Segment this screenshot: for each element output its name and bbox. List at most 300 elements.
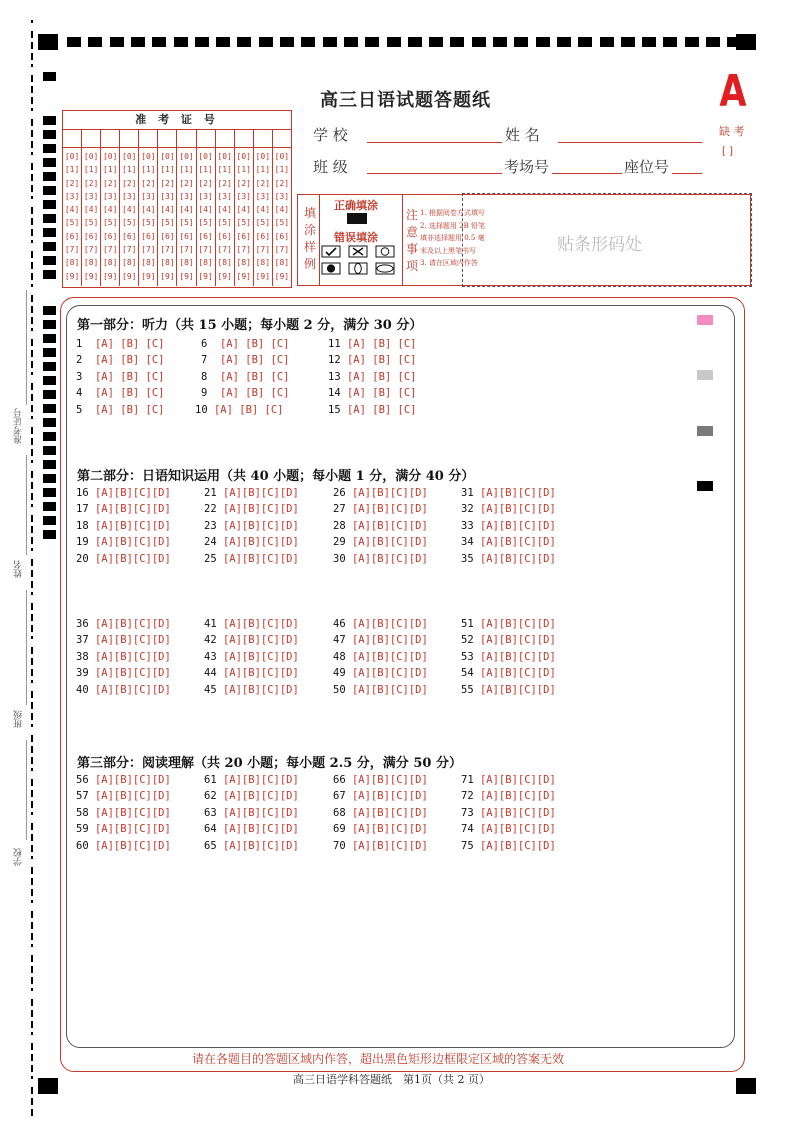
exam-id-bubble[interactable]: [8]: [141, 258, 156, 268]
question-24[interactable]: [204, 536, 299, 549]
exam-id-bubble[interactable]: [7]: [102, 245, 118, 255]
exam-id-bubble[interactable]: [7]: [217, 245, 232, 255]
answer-options[interactable]: [A] [B] [C]: [219, 338, 290, 350]
question-61[interactable]: [204, 774, 299, 787]
exam-id-bubble[interactable]: [5]: [274, 218, 290, 228]
answer-options[interactable]: [A][B][C][D]: [351, 774, 428, 786]
answer-options[interactable]: [A][B][C][D]: [351, 667, 428, 680]
exam-id-bubble[interactable]: [7]: [274, 245, 290, 255]
answer-options[interactable]: [A] [B] [C]: [94, 387, 165, 400]
answer-options[interactable]: [A] [B] [C]: [219, 370, 290, 383]
exam-id-bubble[interactable]: [7]: [141, 245, 156, 255]
question-65[interactable]: [204, 840, 299, 853]
question-64[interactable]: [204, 823, 299, 836]
exam-id-bubble[interactable]: [9]: [179, 271, 194, 281]
question-37[interactable]: [76, 634, 171, 647]
answer-options[interactable]: [A][B][C][D]: [222, 839, 299, 852]
exam-id-bubble[interactable]: [8]: [64, 258, 80, 268]
exam-id-bubble[interactable]: [5]: [198, 218, 213, 228]
exam-id-bubble[interactable]: [0]: [160, 152, 175, 161]
exam-id-bubble[interactable]: [0]: [83, 152, 99, 161]
question-11[interactable]: [328, 338, 417, 351]
answer-options[interactable]: [A][B][C][D]: [222, 774, 299, 786]
exam-id-bubble[interactable]: [4]: [83, 205, 99, 215]
exam-id-bubble[interactable]: [0]: [141, 152, 156, 161]
question-29[interactable]: [333, 536, 428, 549]
question-12[interactable]: [328, 354, 417, 367]
question-44[interactable]: [204, 667, 299, 680]
question-20[interactable]: [76, 553, 171, 566]
exam-id-bubble[interactable]: [9]: [102, 271, 118, 281]
answer-options[interactable]: [A][B][C][D]: [351, 552, 428, 565]
question-31[interactable]: [461, 487, 556, 500]
answer-options[interactable]: [A][B][C][D]: [479, 667, 556, 680]
question-34[interactable]: [461, 536, 556, 549]
exam-id-bubble[interactable]: [3]: [64, 191, 80, 201]
exam-id-bubble[interactable]: [0]: [102, 152, 118, 161]
question-75[interactable]: [461, 840, 556, 853]
question-56[interactable]: [76, 774, 171, 787]
answer-options[interactable]: [A][B][C][D]: [222, 823, 299, 836]
answer-options[interactable]: [A][B][C][D]: [479, 634, 556, 647]
answer-options[interactable]: [A][B][C][D]: [479, 650, 556, 663]
answer-options[interactable]: [A][B][C][D]: [351, 823, 428, 836]
exam-id-write-cell[interactable]: [235, 130, 254, 147]
answer-options[interactable]: [A][B][C][D]: [222, 790, 299, 803]
exam-id-bubble[interactable]: [3]: [198, 191, 213, 201]
answer-options[interactable]: [A][B][C][D]: [94, 790, 171, 803]
question-10[interactable]: [195, 404, 284, 417]
binding-dash: [31, 64, 33, 67]
exam-id-bubble[interactable]: [4]: [64, 205, 80, 215]
exam-id-bubble[interactable]: [0]: [179, 152, 194, 161]
exam-id-bubble[interactable]: [4]: [122, 205, 137, 215]
answer-options[interactable]: [A][B][C][D]: [94, 519, 171, 532]
question-25[interactable]: [204, 553, 299, 566]
question-52[interactable]: [461, 634, 556, 647]
exam-id-bubble[interactable]: [8]: [179, 258, 194, 268]
question-42[interactable]: [204, 634, 299, 647]
question-39[interactable]: [76, 667, 171, 680]
answer-options[interactable]: [A][B][C][D]: [94, 683, 171, 696]
exam-id-bubble[interactable]: [2]: [217, 178, 232, 188]
question-74[interactable]: [461, 823, 556, 836]
exam-id-bubble[interactable]: [6]: [179, 231, 194, 241]
exam-id-bubble[interactable]: [5]: [160, 218, 175, 228]
exam-id-bubble[interactable]: [6]: [236, 231, 251, 241]
answer-options[interactable]: [A][B][C][D]: [351, 806, 428, 819]
question-45[interactable]: [204, 684, 299, 697]
answer-options[interactable]: [A][B][C][D]: [222, 634, 299, 647]
question-38[interactable]: [76, 651, 171, 664]
question-13[interactable]: [328, 371, 417, 384]
question-66[interactable]: [333, 774, 428, 787]
exam-id-write-cell[interactable]: [177, 130, 196, 147]
exam-id-write-cell[interactable]: [273, 130, 291, 147]
exam-id-bubble[interactable]: [6]: [198, 231, 213, 241]
exam-id-bubble[interactable]: [8]: [198, 258, 213, 268]
exam-id-bubble[interactable]: [5]: [102, 218, 118, 228]
question-58[interactable]: [76, 807, 171, 820]
exam-id-bubble[interactable]: [8]: [102, 258, 118, 268]
question-8[interactable]: [201, 371, 290, 384]
exam-id-bubble[interactable]: [4]: [141, 205, 156, 215]
exam-id-bubble[interactable]: [0]: [274, 152, 290, 161]
exam-id-bubble[interactable]: [3]: [179, 191, 194, 201]
exam-id-bubble[interactable]: [5]: [255, 218, 271, 228]
exam-id-bubble[interactable]: [7]: [83, 245, 99, 255]
answer-options[interactable]: [A][B][C][D]: [94, 552, 171, 565]
exam-id-write-cell[interactable]: [254, 130, 273, 147]
exam-id-write-cell[interactable]: [197, 130, 216, 147]
exam-id-bubble[interactable]: [2]: [236, 178, 251, 188]
question-47[interactable]: [333, 634, 428, 647]
exam-id-write-cell[interactable]: [82, 130, 101, 147]
question-71[interactable]: [461, 774, 556, 787]
answer-options[interactable]: [A][B][C][D]: [351, 790, 428, 803]
answer-options[interactable]: [A][B][C][D]: [94, 667, 171, 680]
answer-options[interactable]: [A] [B] [C]: [219, 354, 290, 367]
exam-id-bubble[interactable]: [4]: [160, 205, 175, 215]
question-1[interactable]: [76, 338, 165, 351]
exam-id-bubble[interactable]: [1]: [141, 165, 156, 175]
exam-id-bubble[interactable]: [6]: [217, 231, 232, 241]
exam-id-bubble[interactable]: [2]: [198, 178, 213, 188]
question-43[interactable]: [204, 651, 299, 664]
exam-id-bubble[interactable]: [7]: [64, 245, 80, 255]
section-3-title: 第三部分：阅读理解（共 20 小题；每小题 2.5 分，满分 50 分）: [77, 756, 462, 771]
exam-id-bubble[interactable]: [0]: [255, 152, 271, 161]
answer-options[interactable]: [A] [B] [C]: [94, 403, 165, 416]
question-27[interactable]: [333, 503, 428, 516]
exam-id-write-cell[interactable]: [158, 130, 177, 147]
exam-id-bubble[interactable]: [2]: [83, 178, 99, 188]
question-19[interactable]: [76, 536, 171, 549]
answer-options[interactable]: [A] [B] [C]: [346, 387, 417, 400]
class-field[interactable]: [367, 173, 502, 174]
exam-id-bubble[interactable]: [6]: [122, 231, 137, 241]
answer-options[interactable]: [A] [B] [C]: [346, 403, 417, 416]
exam-id-bubble[interactable]: [3]: [274, 191, 290, 201]
exam-id-bubble[interactable]: [3]: [255, 191, 271, 201]
exam-id-bubble[interactable]: [6]: [255, 231, 271, 241]
exam-id-bubble[interactable]: [9]: [122, 271, 137, 281]
question-2[interactable]: [76, 354, 165, 367]
exam-id-write-cell[interactable]: [139, 130, 158, 147]
question-50[interactable]: [333, 684, 428, 697]
question-54[interactable]: [461, 667, 556, 680]
answer-options[interactable]: [A][B][C][D]: [222, 503, 299, 516]
exam-id-bubble[interactable]: [1]: [198, 165, 213, 175]
answer-options[interactable]: [A][B][C][D]: [351, 536, 428, 549]
page-footer: 高三日语学科答题纸 第1页（共 2 页）: [293, 1073, 490, 1086]
question-22[interactable]: [204, 503, 299, 516]
question-59[interactable]: [76, 823, 171, 836]
exam-id-bubble[interactable]: [2]: [122, 178, 137, 188]
binding-dash: [31, 42, 33, 49]
answer-options[interactable]: [A][B][C][D]: [94, 823, 171, 836]
answer-options[interactable]: [A][B][C][D]: [222, 650, 299, 663]
question-18[interactable]: [76, 520, 171, 533]
answer-options[interactable]: [A] [B] [C]: [346, 338, 417, 350]
answer-options[interactable]: [A][B][C][D]: [479, 536, 556, 549]
question-32[interactable]: [461, 503, 556, 516]
answer-options[interactable]: [A] [B] [C]: [94, 370, 165, 383]
exam-id-bubble[interactable]: [4]: [217, 205, 232, 215]
answer-options[interactable]: [A] [B] [C]: [346, 370, 417, 383]
question-63[interactable]: [204, 807, 299, 820]
seat-field[interactable]: [672, 173, 702, 174]
exam-id-bubble[interactable]: [7]: [198, 245, 213, 255]
exam-id-bubble[interactable]: [0]: [236, 152, 251, 161]
answer-options[interactable]: [A][B][C][D]: [222, 683, 299, 696]
binding-dash: [31, 559, 33, 566]
exam-id-bubble[interactable]: [6]: [160, 231, 175, 241]
exam-id-bubble[interactable]: [8]: [83, 258, 99, 268]
exam-id-bubble[interactable]: [7]: [122, 245, 137, 255]
exam-id-write-row[interactable]: [63, 130, 291, 148]
absent-checkbox[interactable]: [ ]: [722, 146, 733, 157]
question-3[interactable]: [76, 371, 165, 384]
question-4[interactable]: [76, 387, 165, 400]
exam-id-bubble[interactable]: [3]: [102, 191, 118, 201]
exam-id-bubble[interactable]: [9]: [236, 271, 251, 281]
question-33[interactable]: [461, 520, 556, 533]
exam-id-bubble[interactable]: [7]: [236, 245, 251, 255]
answer-options[interactable]: [A][B][C][D]: [479, 618, 556, 630]
question-49[interactable]: [333, 667, 428, 680]
exam-id-bubble[interactable]: [9]: [217, 271, 232, 281]
binding-dash: [31, 790, 33, 797]
exam-id-bubble[interactable]: [2]: [255, 178, 271, 188]
answer-options[interactable]: [A][B][C][D]: [94, 536, 171, 549]
exam-id-bubble[interactable]: [4]: [255, 205, 271, 215]
exam-id-bubble[interactable]: [5]: [83, 218, 99, 228]
exam-id-bubble[interactable]: [9]: [160, 271, 175, 281]
answer-options[interactable]: [A][B][C][D]: [94, 618, 171, 630]
answer-options[interactable]: [A][B][C][D]: [479, 519, 556, 532]
answer-options[interactable]: [A][B][C][D]: [222, 806, 299, 819]
answer-options[interactable]: [A][B][C][D]: [479, 790, 556, 803]
exam-id-write-cell[interactable]: [120, 130, 139, 147]
question-68[interactable]: [333, 807, 428, 820]
name-field[interactable]: [558, 142, 702, 143]
answer-options[interactable]: [A][B][C][D]: [351, 650, 428, 663]
exam-id-bubble[interactable]: [5]: [141, 218, 156, 228]
answer-options[interactable]: [A][B][C][D]: [479, 839, 556, 852]
exam-id-bubble[interactable]: [4]: [179, 205, 194, 215]
question-16[interactable]: [76, 487, 171, 500]
exam-id-bubble[interactable]: [3]: [160, 191, 175, 201]
question-57[interactable]: [76, 790, 171, 803]
answer-options[interactable]: [A][B][C][D]: [479, 806, 556, 819]
question-69[interactable]: [333, 823, 428, 836]
exam-id-bubble[interactable]: [0]: [198, 152, 213, 161]
exam-id-bubble[interactable]: [8]: [160, 258, 175, 268]
exam-id-bubble[interactable]: [3]: [217, 191, 232, 201]
exam-id-bubble[interactable]: [5]: [64, 218, 80, 228]
answer-options[interactable]: [A] [B] [C]: [346, 354, 417, 367]
answer-options[interactable]: [A] [B] [C]: [94, 354, 165, 367]
answer-options[interactable]: [A][B][C][D]: [351, 839, 428, 852]
answer-options[interactable]: [A][B][C][D]: [479, 823, 556, 836]
answer-options[interactable]: [A][B][C][D]: [351, 503, 428, 516]
answer-options[interactable]: [A][B][C][D]: [479, 503, 556, 516]
question-5[interactable]: [76, 404, 165, 417]
exam-id-bubble[interactable]: [3]: [236, 191, 251, 201]
timing-mark: [43, 488, 56, 497]
exam-id-bubble[interactable]: [1]: [122, 165, 137, 175]
question-46[interactable]: [333, 618, 428, 631]
exam-id-bubble[interactable]: [8]: [122, 258, 137, 268]
question-48[interactable]: [333, 651, 428, 664]
exam-id-bubble[interactable]: [8]: [255, 258, 271, 268]
question-36[interactable]: [76, 618, 171, 631]
question-62[interactable]: [204, 790, 299, 803]
question-72[interactable]: [461, 790, 556, 803]
answer-options[interactable]: [A][B][C][D]: [351, 634, 428, 647]
exam-id-bubble[interactable]: [4]: [102, 205, 118, 215]
exam-id-bubble[interactable]: [2]: [102, 178, 118, 188]
exam-id-bubble[interactable]: [2]: [141, 178, 156, 188]
exam-id-bubble[interactable]: [1]: [64, 165, 80, 175]
question-9[interactable]: [201, 387, 290, 400]
question-73[interactable]: [461, 807, 556, 820]
answer-options[interactable]: [A][B][C][D]: [94, 503, 171, 516]
timing-dash: [110, 37, 124, 47]
exam-id-bubble[interactable]: [7]: [160, 245, 175, 255]
answer-options[interactable]: [A][B][C][D]: [222, 519, 299, 532]
exam-id-bubble[interactable]: [1]: [255, 165, 271, 175]
question-55[interactable]: [461, 684, 556, 697]
answer-options[interactable]: [A] [B] [C]: [219, 387, 290, 400]
exam-id-bubble[interactable]: [4]: [236, 205, 251, 215]
exam-id-bubble[interactable]: [9]: [83, 271, 99, 281]
question-41[interactable]: [204, 618, 299, 631]
exam-id-bubble[interactable]: [6]: [102, 231, 118, 241]
exam-id-bubble[interactable]: [0]: [122, 152, 137, 161]
exam-id-bubble[interactable]: [5]: [122, 218, 137, 228]
exam-id-bubble[interactable]: [6]: [274, 231, 290, 241]
exam-id-bubble[interactable]: [6]: [141, 231, 156, 241]
question-67[interactable]: [333, 790, 428, 803]
school-field[interactable]: [367, 142, 502, 143]
question-number: 29: [333, 536, 352, 549]
question-6[interactable]: [201, 338, 290, 351]
exam-id-bubble[interactable]: [6]: [64, 231, 80, 241]
answer-options[interactable]: [A][B][C][D]: [94, 806, 171, 819]
answer-options[interactable]: [A][B][C][D]: [94, 774, 171, 786]
exam-id-bubble[interactable]: [8]: [274, 258, 290, 268]
question-23[interactable]: [204, 520, 299, 533]
answer-options[interactable]: [A][B][C][D]: [479, 774, 556, 786]
answer-options[interactable]: [A][B][C][D]: [94, 634, 171, 647]
room-field[interactable]: [552, 173, 622, 174]
exam-id-bubble[interactable]: [7]: [179, 245, 194, 255]
exam-id-bubble[interactable]: [9]: [255, 271, 271, 281]
question-number: 15: [328, 403, 347, 416]
exam-id-bubble[interactable]: [2]: [64, 178, 80, 188]
answer-options[interactable]: [A][B][C][D]: [222, 552, 299, 565]
exam-id-bubble[interactable]: [3]: [83, 191, 99, 201]
answer-options[interactable]: [A][B][C][D]: [479, 683, 556, 696]
question-60[interactable]: [76, 840, 171, 853]
answer-options[interactable]: [A][B][C][D]: [479, 552, 556, 565]
exam-id-bubble[interactable]: [3]: [122, 191, 137, 201]
exam-id-bubble[interactable]: [8]: [217, 258, 232, 268]
exam-id-bubble[interactable]: [8]: [236, 258, 251, 268]
question-30[interactable]: [333, 553, 428, 566]
answer-options[interactable]: [A][B][C][D]: [222, 536, 299, 549]
exam-id-bubble[interactable]: [1]: [83, 165, 99, 175]
exam-id-bubble[interactable]: [9]: [198, 271, 213, 281]
answer-options[interactable]: [A][B][C][D]: [479, 487, 556, 499]
binding-dash: [31, 878, 33, 885]
exam-id-bubble[interactable]: [1]: [160, 165, 175, 175]
exam-id-bubble[interactable]: [2]: [274, 178, 290, 188]
exam-id-bubble[interactable]: [4]: [274, 205, 290, 215]
exam-id-bubble[interactable]: [7]: [255, 245, 271, 255]
exam-id-bubble[interactable]: [1]: [217, 165, 232, 175]
exam-id-bubble[interactable]: [1]: [236, 165, 251, 175]
question-40[interactable]: [76, 684, 171, 697]
exam-id-bubble[interactable]: [0]: [217, 152, 232, 161]
answer-options[interactable]: [A] [B] [C]: [213, 403, 284, 416]
exam-id-bubble[interactable]: [5]: [236, 218, 251, 228]
question-51[interactable]: [461, 618, 556, 631]
question-70[interactable]: [333, 840, 428, 853]
exam-id-bubble[interactable]: [0]: [64, 152, 80, 161]
exam-id-bubble[interactable]: [9]: [274, 271, 290, 281]
answer-options[interactable]: [A][B][C][D]: [94, 487, 171, 499]
exam-id-bubble[interactable]: [4]: [198, 205, 213, 215]
answer-options[interactable]: [A] [B] [C]: [94, 338, 165, 350]
exam-id-bubble[interactable]: [2]: [179, 178, 194, 188]
answer-options[interactable]: [A][B][C][D]: [222, 487, 299, 499]
question-53[interactable]: [461, 651, 556, 664]
answer-options[interactable]: [A][B][C][D]: [351, 519, 428, 532]
question-28[interactable]: [333, 520, 428, 533]
answer-options[interactable]: [A][B][C][D]: [94, 839, 171, 852]
answer-options[interactable]: [A][B][C][D]: [351, 618, 428, 630]
exam-id-bubble[interactable]: [3]: [141, 191, 156, 201]
exam-id-bubble[interactable]: [1]: [179, 165, 194, 175]
exam-id-write-cell[interactable]: [216, 130, 235, 147]
answer-options[interactable]: [A][B][C][D]: [351, 487, 428, 499]
answer-options[interactable]: [A][B][C][D]: [222, 618, 299, 630]
answer-options[interactable]: [A][B][C][D]: [351, 683, 428, 696]
question-14[interactable]: [328, 387, 417, 400]
exam-id-write-cell[interactable]: [63, 130, 82, 147]
exam-id-bubble[interactable]: [1]: [274, 165, 290, 175]
exam-id-bubble[interactable]: [6]: [83, 231, 99, 241]
exam-id-bubble[interactable]: [9]: [64, 271, 80, 281]
question-26[interactable]: [333, 487, 428, 500]
exam-id-bubble[interactable]: [2]: [160, 178, 175, 188]
exam-id-bubble[interactable]: [1]: [102, 165, 118, 175]
question-7[interactable]: [201, 354, 290, 367]
question-17[interactable]: [76, 503, 171, 516]
answer-options[interactable]: [A][B][C][D]: [94, 650, 171, 663]
exam-id-bubble[interactable]: [9]: [141, 271, 156, 281]
question-15[interactable]: [328, 404, 417, 417]
question-35[interactable]: [461, 553, 556, 566]
exam-id-bubble[interactable]: [5]: [217, 218, 232, 228]
exam-id-write-cell[interactable]: [101, 130, 120, 147]
answer-options[interactable]: [A][B][C][D]: [222, 667, 299, 680]
exam-id-bubble[interactable]: [5]: [179, 218, 194, 228]
question-21[interactable]: [204, 487, 299, 500]
